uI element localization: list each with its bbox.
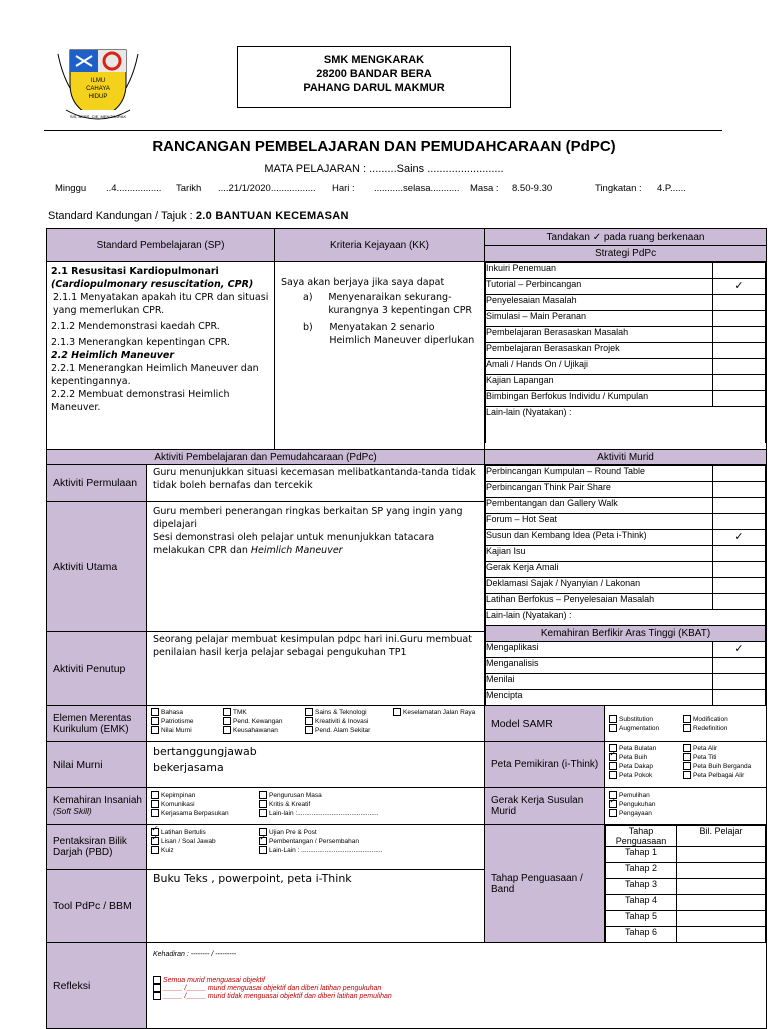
svg-text:CAHAYA: CAHAYA — [86, 86, 110, 92]
svg-text:ILMU: ILMU — [90, 78, 106, 84]
kbat-checkbox[interactable] — [713, 690, 766, 706]
kk-a-text: Menyenaraikan sekurang-kurangnya 3 kepentingan CPR — [328, 292, 473, 316]
murid-checkbox[interactable] — [713, 514, 766, 530]
strategi-item: Simulasi – Main Peranan — [486, 311, 713, 327]
samr-option[interactable]: Modification — [683, 715, 763, 724]
peta-option[interactable]: Peta Dakap — [609, 762, 683, 771]
pbd-option[interactable]: Kuiz — [151, 846, 259, 855]
peta-option[interactable]: ✓Peta Buih — [609, 753, 683, 762]
tingkatan-value: 4.P...... — [657, 183, 686, 194]
refleksi-label: Refleksi — [47, 943, 147, 1029]
permulaan-text: Guru menunjukkan situasi kecemasan melibatkantanda-tanda tidak tidak boleh bernafas dan tercekik — [147, 465, 485, 502]
sp-item: 2.1.3 Menerangkan kepentingan CPR. — [51, 337, 230, 348]
school-postcode: 28200 BANDAR BERA — [316, 68, 432, 80]
kk-b-marker: b) — [303, 322, 313, 333]
samr-option[interactable]: Substitution — [609, 715, 683, 724]
kk-cell — [275, 262, 485, 450]
murid-checkbox[interactable] — [713, 562, 766, 578]
nilai-value-1: bertanggungjawab — [153, 745, 257, 758]
peta-option[interactable]: Peta Alir — [683, 744, 767, 753]
murid-item: Gerak Kerja Amali — [486, 562, 713, 578]
sp-item: 2.1.2 Mendemonstrasi kaedah CPR. — [51, 321, 220, 332]
pbd-label: Pentaksiran Bilik Darjah (PBD) — [47, 825, 147, 870]
school-state: PAHANG DARUL MAKMUR — [303, 82, 445, 94]
gerak-label: Gerak Kerja Susulan Murid — [485, 788, 605, 825]
kk-header: Kriteria Kejayaan (KK) — [275, 229, 485, 262]
murid-item: Perbincangan Think Pair Share — [486, 482, 713, 498]
bil-pelajar-input[interactable] — [677, 863, 766, 879]
kbat-item: Menilai — [486, 674, 713, 690]
strategi-item: Inkuiri Penemuan — [486, 263, 713, 279]
kbat-checkbox[interactable]: ✓ — [713, 642, 766, 658]
masa-value: 8.50-9.30 — [512, 183, 553, 194]
sp-item: 2.1.1 Menyatakan apakah itu CPR dan situasi yang memerlukan CPR. — [53, 292, 269, 316]
insaniah-label: Kemahiran Insaniah (Soft Skill) — [47, 788, 147, 825]
peta-option[interactable]: Peta Bulatan — [609, 744, 683, 753]
sp-header: Standard Pembelajaran (SP) — [47, 229, 275, 262]
lesson-plan-table — [46, 228, 767, 1029]
masa-label: Masa : — [470, 183, 499, 194]
strategi-item: Pembelajaran Berasaskan Projek — [486, 343, 713, 359]
sk-label: Standard Kandungan / Tajuk : — [48, 210, 193, 222]
pbd-option[interactable]: ✓Lisan / Soal Jawab — [151, 837, 259, 846]
strategi-checkbox[interactable] — [713, 375, 766, 391]
strategi-item: Kajian Lapangan — [486, 375, 713, 391]
aktiviti-murid-list — [485, 465, 767, 706]
gerak-option[interactable]: Pemulihan — [609, 791, 762, 800]
emk-option[interactable]: TMK — [223, 708, 305, 717]
utama-text-2-italic: Heimlich Maneuver — [250, 545, 343, 557]
emk-option[interactable]: Nilai Murni — [151, 726, 223, 735]
strategi-item: Penyelesaian Masalah — [486, 295, 713, 311]
sp-item: 2.1 Resusitasi Kardiopulmonari — [51, 266, 219, 277]
utama-text-2: Sesi demonstrasi oleh pelajar untuk menunjukkan tatacara melakukan CPR dan — [153, 532, 435, 557]
tahap-header: Tahap Penguasaan — [606, 826, 677, 847]
sp-cell — [47, 262, 275, 450]
strategi-header: Strategi PdPc — [485, 246, 767, 262]
murid-item: Susun dan Kembang Idea (Peta i-Think) — [486, 530, 713, 546]
hari-value: ...........selasa........... — [374, 183, 460, 194]
tahap-row: Tahap 3 — [606, 879, 677, 895]
peta-option[interactable]: Peta Pelbagai Alir — [683, 771, 767, 780]
utama-cell — [147, 502, 485, 632]
murid-item: Latihan Berfokus – Penyelesaian Masalah — [486, 594, 713, 610]
penutup-text: Seorang pelajar membuat kesimpulan pdpc hari ini.Guru membuat penilaian hasil kerja pelajar sebagai pengukuhan TP1 — [147, 632, 485, 706]
samr-option[interactable]: Augmentation — [609, 724, 683, 733]
murid-checkbox[interactable] — [713, 482, 766, 498]
murid-item: Deklamasi Sajak / Nyanyian / Lakonan — [486, 578, 713, 594]
strategi-item: Amali / Hands On / Ujikaji — [486, 359, 713, 375]
aktiviti-header: Aktiviti Pembelajaran dan Pemudahcaraan (PdPc) — [47, 450, 485, 465]
tahap-row: Tahap 4 — [606, 895, 677, 911]
sp-item: 2.2.1 Menerangkan Heimlich Maneuver dan kepentingannya. — [51, 363, 259, 387]
emk-cell — [147, 706, 485, 742]
kbat-header: Kemahiran Berfikir Aras Tinggi (KBAT) — [486, 626, 766, 642]
insaniah-option[interactable]: Lain-lain :............................................. — [259, 809, 459, 818]
murid-lain-lain[interactable]: Lain-lain (Nyatakan) : — [486, 610, 766, 626]
tahap-row: Tahap 5 — [606, 911, 677, 927]
tool-value: Buku Teks , powerpoint, peta i-Think — [147, 870, 485, 943]
hari-label: Hari : — [332, 183, 355, 194]
subject-line: MATA PELAJARAN : .........Sains ......................... — [264, 163, 504, 175]
pbd-option[interactable]: Lain-Lain : ............................................. — [259, 846, 459, 855]
murid-item: Kajian Isu — [486, 546, 713, 562]
tool-label: Tool PdPc / BBM — [47, 870, 147, 943]
nilai-cell — [147, 742, 485, 788]
gerak-option[interactable]: ✓Pengukuhan — [609, 800, 762, 809]
insaniah-option[interactable]: Kepimpinan — [151, 791, 259, 800]
sk-value: 2.0 BANTUAN KECEMASAN — [195, 210, 349, 222]
tahap-row: Tahap 6 — [606, 927, 677, 943]
murid-item: Forum – Hot Seat — [486, 514, 713, 530]
peta-cell — [605, 742, 767, 788]
kehadiran: Kehadiran : -------- / --------- — [153, 951, 237, 958]
murid-checkbox[interactable] — [713, 578, 766, 594]
samr-cell — [605, 706, 767, 742]
divider — [44, 130, 722, 131]
pbd-option[interactable]: ✓Latihan Bertulis — [151, 828, 259, 837]
peta-option[interactable]: Peta Titi — [683, 753, 767, 762]
kbat-checkbox[interactable] — [713, 674, 766, 690]
samr-label: Model SAMR — [485, 706, 605, 742]
refleksi-option[interactable]: _____ /_____ murid menguasai objektif dan diberi latihan pengukuhan — [153, 984, 760, 992]
bil-pelajar-input[interactable] — [677, 911, 766, 927]
strategi-lain-lain[interactable]: Lain-lain (Nyatakan) : — [486, 407, 766, 444]
kbat-item: Mencipta — [486, 690, 713, 706]
school-crest-logo — [52, 44, 144, 122]
bil-pelajar-header: Bil. Pelajar — [677, 826, 766, 847]
nilai-label: Nilai Murni — [47, 742, 147, 788]
school-address-box — [237, 46, 511, 108]
refleksi-option[interactable]: Semua murid menguasai objektif — [153, 976, 760, 984]
bil-pelajar-input[interactable] — [677, 895, 766, 911]
strategi-checkbox[interactable]: ✓ — [713, 279, 766, 295]
pbd-option[interactable]: ✓ Pembentangan / Persembahan — [259, 837, 459, 846]
tarikh-label: Tarikh — [176, 183, 202, 194]
strategi-checkbox[interactable] — [713, 295, 766, 311]
bil-pelajar-input[interactable] — [677, 847, 766, 863]
insaniah-cell — [147, 788, 485, 825]
aktiviti-murid-header: Aktiviti Murid — [485, 450, 767, 465]
kbat-checkbox[interactable] — [713, 658, 766, 674]
kbat-item: Mengaplikasi — [486, 642, 713, 658]
kk-a-marker: a) — [303, 292, 313, 303]
utama-text-1: Guru memberi penerangan ringkas berkaitan SP yang ingin yang dipelajari — [153, 506, 463, 531]
strategi-checkbox[interactable] — [713, 343, 766, 359]
tarikh-value: ....21/1/2020................. — [218, 183, 316, 194]
gerak-cell — [605, 788, 767, 825]
murid-checkbox[interactable] — [713, 546, 766, 562]
insaniah-option[interactable]: Kritis & Kreatif — [259, 800, 459, 809]
sp-item: (Cardiopulmonary resuscitation, CPR) — [51, 279, 254, 290]
standard-kandungan — [48, 210, 349, 222]
emk-option[interactable]: Pend. Kewangan — [223, 717, 305, 726]
school-name: SMK MENGKARAK — [323, 54, 425, 66]
penutup-label: Aktiviti Penutup — [47, 632, 147, 706]
pbd-cell — [147, 825, 485, 870]
refleksi-cell — [147, 943, 767, 1029]
svg-text:HIDUP: HIDUP — [88, 94, 108, 100]
bil-pelajar-input[interactable] — [677, 927, 766, 943]
refleksi-option[interactable]: _____ /_____ murid tidak menguasai objektif dan diberi latihan pemulihan — [153, 992, 760, 1000]
minggu-label: Minggu — [55, 183, 87, 194]
samr-option[interactable]: Redefinition — [683, 724, 763, 733]
insaniah-option[interactable]: Pengurusan Masa — [259, 791, 459, 800]
emk-option[interactable]: Sains & Teknologi — [305, 708, 393, 717]
strategi-checkbox[interactable] — [713, 327, 766, 343]
sp-item: 2.2.2 Membuat demonstrasi Heimlich Maneuver. — [51, 389, 230, 413]
page-title: RANCANGAN PEMBELAJARAN DAN PEMUDAHCARAAN (PdPC) — [152, 138, 616, 155]
emk-option[interactable]: Patriotisme — [151, 717, 223, 726]
tingkatan-label: Tingkatan : — [595, 183, 642, 194]
pbd-option[interactable]: Ujian Pre & Post — [259, 828, 459, 837]
strategi-checkbox[interactable] — [713, 359, 766, 375]
tahap-row: Tahap 2 — [606, 863, 677, 879]
emk-option[interactable]: Keselamatan Jalan Raya — [393, 708, 483, 726]
tandakan-header: Tandakan ✓ pada ruang berkenaan — [485, 229, 767, 246]
nilai-value-2: bekerjasama — [153, 761, 224, 774]
murid-item: Perbincangan Kumpulan – Round Table — [486, 466, 713, 482]
strategi-item: Pembelajaran Berasaskan Masalah — [486, 327, 713, 343]
kk-b-text: Menyatakan 2 senario Heimlich Maneuver diperlukan — [329, 322, 475, 346]
utama-label: Aktiviti Utama — [47, 502, 147, 632]
gerak-option[interactable]: Pengayaan — [609, 809, 762, 818]
strategi-item: Tutorial – Perbincangan — [486, 279, 713, 295]
emk-option[interactable]: Kreativiti & Inovasi — [305, 717, 393, 726]
insaniah-option[interactable]: Kerjasama Berpasukan — [151, 809, 259, 818]
tahap-table-cell — [605, 825, 767, 943]
permulaan-label: Aktiviti Permulaan — [47, 465, 147, 502]
murid-checkbox[interactable] — [713, 466, 766, 482]
kk-intro: Saya akan berjaya jika saya dapat — [281, 277, 445, 288]
kbat-item: Menganalisis — [486, 658, 713, 674]
murid-item: Pembentangan dan Gallery Walk — [486, 498, 713, 514]
emk-option[interactable]: Keusahawanan — [223, 726, 305, 735]
emk-label: Elemen Merentas Kurikulum (EMK) — [47, 706, 147, 742]
bil-pelajar-input[interactable] — [677, 879, 766, 895]
sp-item: 2.2 Heimlich Maneuver — [51, 350, 175, 361]
strategi-checkbox[interactable] — [713, 311, 766, 327]
murid-checkbox[interactable]: ✓ — [713, 530, 766, 546]
murid-checkbox[interactable] — [713, 498, 766, 514]
emk-option[interactable]: Pend. Alam Sekitar — [305, 726, 393, 735]
svg-text:SIS, BERS, CIE, MENGKARAK: SIS, BERS, CIE, MENGKARAK — [69, 114, 127, 119]
strategi-checkbox[interactable] — [713, 391, 766, 407]
insaniah-option[interactable]: Komunikasi — [151, 800, 259, 809]
peta-option[interactable]: Peta Pokok — [609, 771, 683, 780]
strategi-item: Bimbingan Berfokus Individu / Kumpulan — [486, 391, 713, 407]
murid-checkbox[interactable] — [713, 594, 766, 610]
peta-option[interactable]: Peta Buih Berganda — [683, 762, 767, 771]
minggu-value: ..4................. — [106, 183, 162, 194]
tahap-row: Tahap 1 — [606, 847, 677, 863]
emk-option[interactable]: Bahasa — [151, 708, 223, 717]
peta-label: Peta Pemikiran (i-Think) — [485, 742, 605, 788]
tahap-label: Tahap Penguasaan / Band — [485, 825, 605, 943]
strategi-checkbox[interactable] — [713, 263, 766, 279]
strategi-list — [485, 262, 767, 450]
